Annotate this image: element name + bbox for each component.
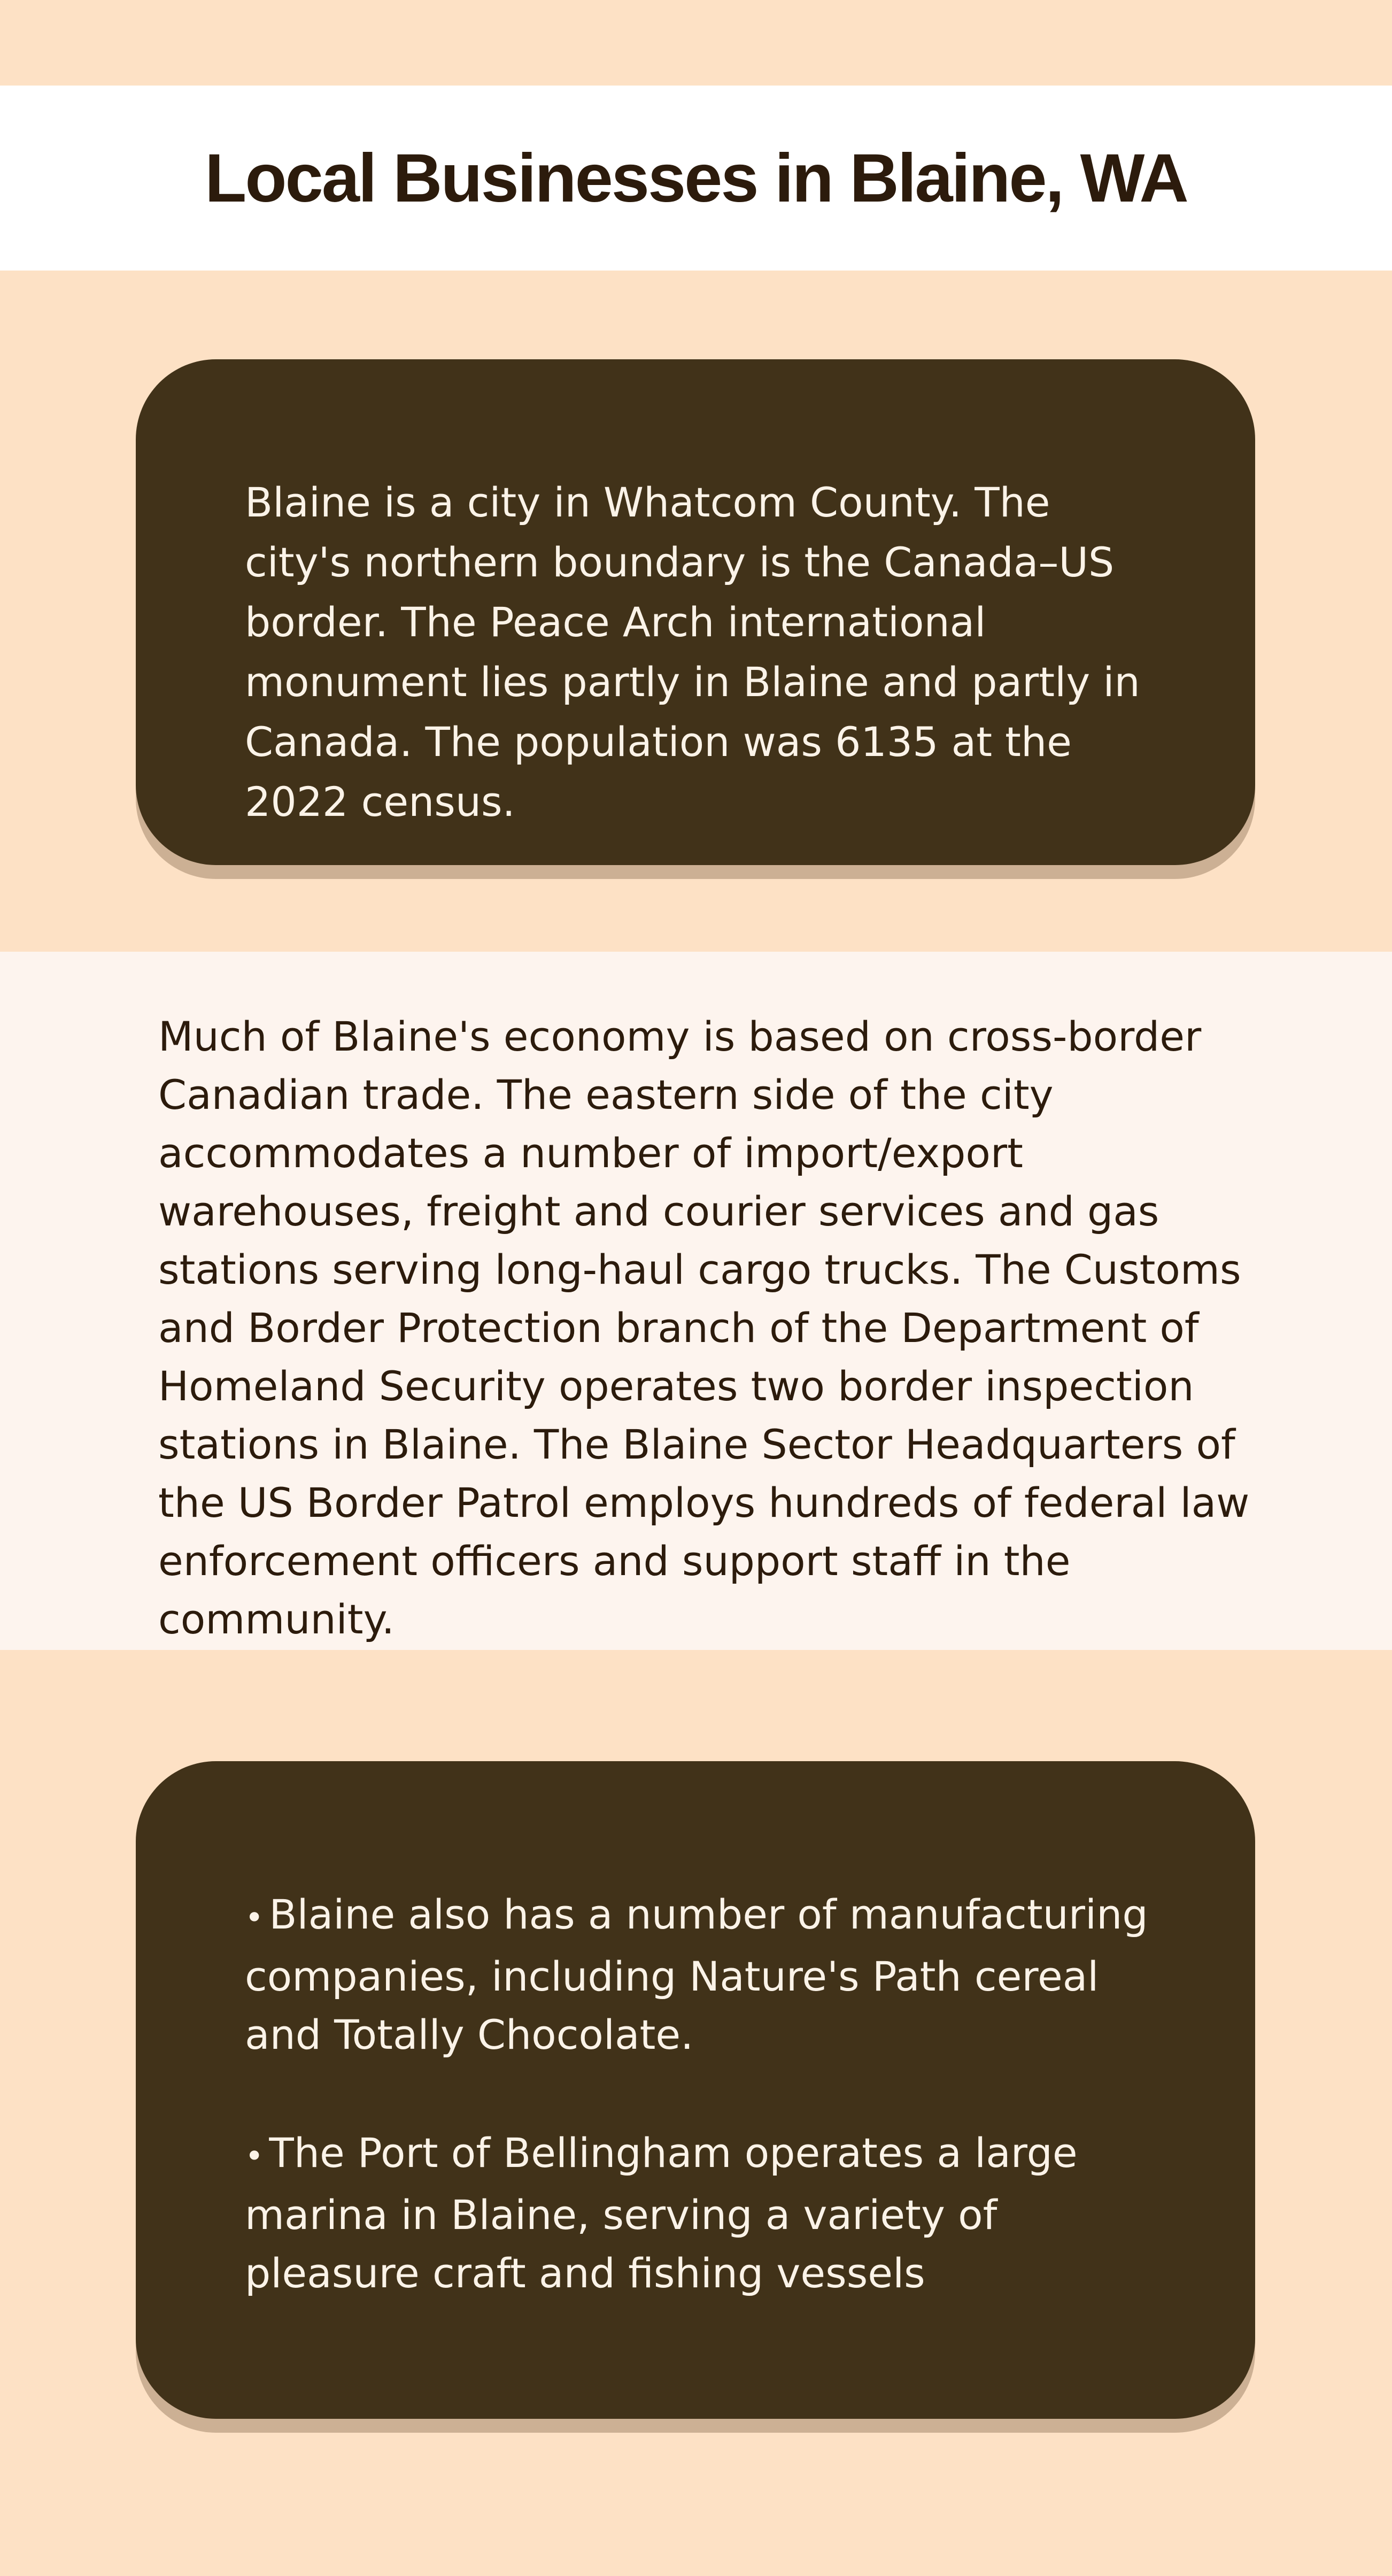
- intro-card: [136, 359, 1255, 865]
- list-item-text: Blaine also has a number of manufacturing companies, including Nature's Path cereal and Totally Chocolate.: [245, 1891, 1148, 2058]
- page-header: [0, 86, 1392, 271]
- list-item: [245, 1885, 1159, 2064]
- highlights-card: [136, 1761, 1255, 2419]
- list-item: [245, 2124, 1159, 2302]
- economy-text: Much of Blaine's economy is based on cross-border Canadian trade. The eastern side of the city accommodates a number of import/export warehouses, freight and courier services and gas stations serving long-haul cargo trucks. The Customs and Border Protection branch of the Department of Homeland Security operates two border inspection stations in Blaine. The Blaine Sector Headquarters of the US Border Patrol employs hundreds of federal law enforcement officers and support staff in the community.: [158, 1013, 1250, 1643]
- bullet-icon: •: [245, 1899, 264, 1937]
- list-item-text: The Port of Bellingham operates a large marina in Blaine, serving a variety of pleasure craft and fishing vessels: [245, 2129, 1078, 2297]
- economy-section: [0, 952, 1392, 1650]
- bullet-icon: •: [245, 2138, 264, 2175]
- page-title: Local Businesses in Blaine, WA: [205, 140, 1187, 217]
- intro-text: Blaine is a city in Whatcom County. The city's northern boundary is the Canada–US border. The Peace Arch international monument lies partly in Blaine and partly in Canada. The population was 6135 at the 2022 census.: [245, 479, 1140, 826]
